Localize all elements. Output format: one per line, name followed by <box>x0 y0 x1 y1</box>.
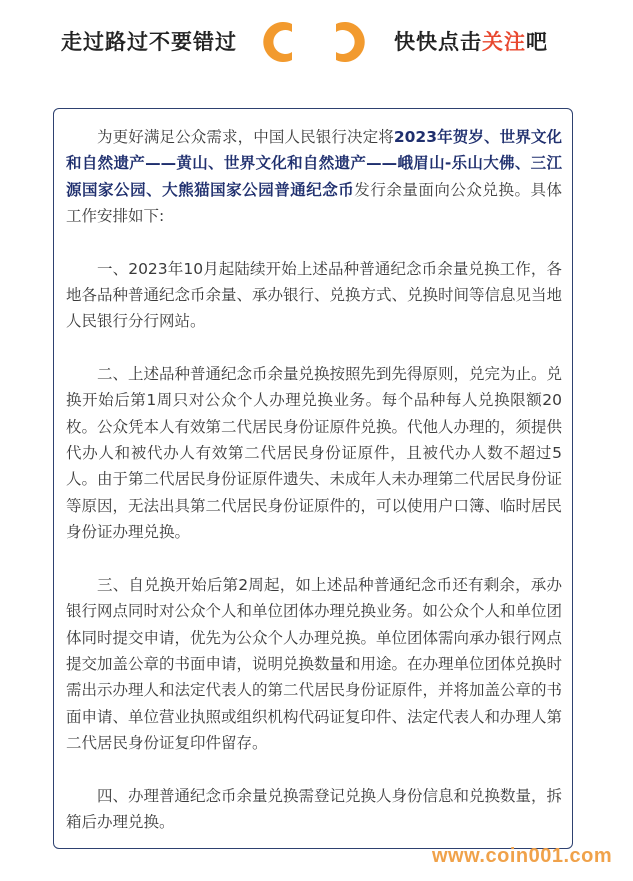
banner-slogan-left: 走过路过不要错过 <box>61 30 237 54</box>
coin-names-highlight: 2023年贺岁、世界文化和自然遗产——黄山、世界文化和自然遗产——峨眉山-乐山大佛、三江源国家公园、大熊猫国家公园普通纪念币 <box>66 128 562 199</box>
banner-slogan-right[interactable] <box>394 26 548 56</box>
paragraph-4: 四、办理普通纪念币余量兑换需登记兑换人身份信息和兑换数量，拆箱后办理兑换。 <box>66 786 563 831</box>
paragraph-1: 一、2023年10月起陆续开始上述品种普通纪念币余量兑换工作，各地各品种普通纪念币余量、承办银行、兑换方式、兑换时间等信息见当地人民银行分行网站。 <box>66 259 563 331</box>
intro-suffix: 发行余量面向公众兑换。具体工作安排如下: <box>66 180 562 226</box>
banner-right-plain: 快快点击 <box>394 30 482 54</box>
top-banner <box>0 0 633 90</box>
announcement-body <box>66 124 562 861</box>
site-watermark: www.coin001.com <box>432 845 613 867</box>
paragraph-intro <box>66 124 562 230</box>
intro-prefix: 为更好满足公众需求，中国人民银行决定将 <box>97 128 394 146</box>
banner-right-tail: 吧 <box>526 30 548 54</box>
follow-link[interactable]: 关注 <box>482 30 526 54</box>
brackets-logo-icon <box>262 18 366 66</box>
paragraph-2: 二、上述品种普通纪念币余量兑换按照先到先得原则，兑完为止。兑换开始后第1周只对公众个人办理兑换业务。每个品种每人兑换限额20枚。公众凭本人有效第二代居民身份证原件兑换。代他人办理的，须提供代办人和被代办人有效第二代居民身份证原件，且被代办人数不超过5人。由于第二代居民身份证原件遗失、未成年人未办理第二代居民身份证等原因，无法出具第二代居民身份证原件的，可以使用户口簿、临时居民身份证办理兑换。 <box>66 364 563 542</box>
paragraph-3: 三、自兑换开始后第2周起，如上述品种普通纪念币还有剩余，承办银行网点同时对公众个人和单位团体办理兑换业务。如公众个人和单位团体同时提交申请，优先为公众个人办理兑换。单位团体需向承办银行网点提交加盖公章的书面申请，说明兑换数量和用途。在办理单位团体兑换时需出示办理人和法定代表人的第二代居民身份证原件，并将加盖公章的书面申请、单位营业执照或组织机构代码证复印件、法定代表人和办理人第二代居民身份证复印件留存。 <box>66 575 563 753</box>
